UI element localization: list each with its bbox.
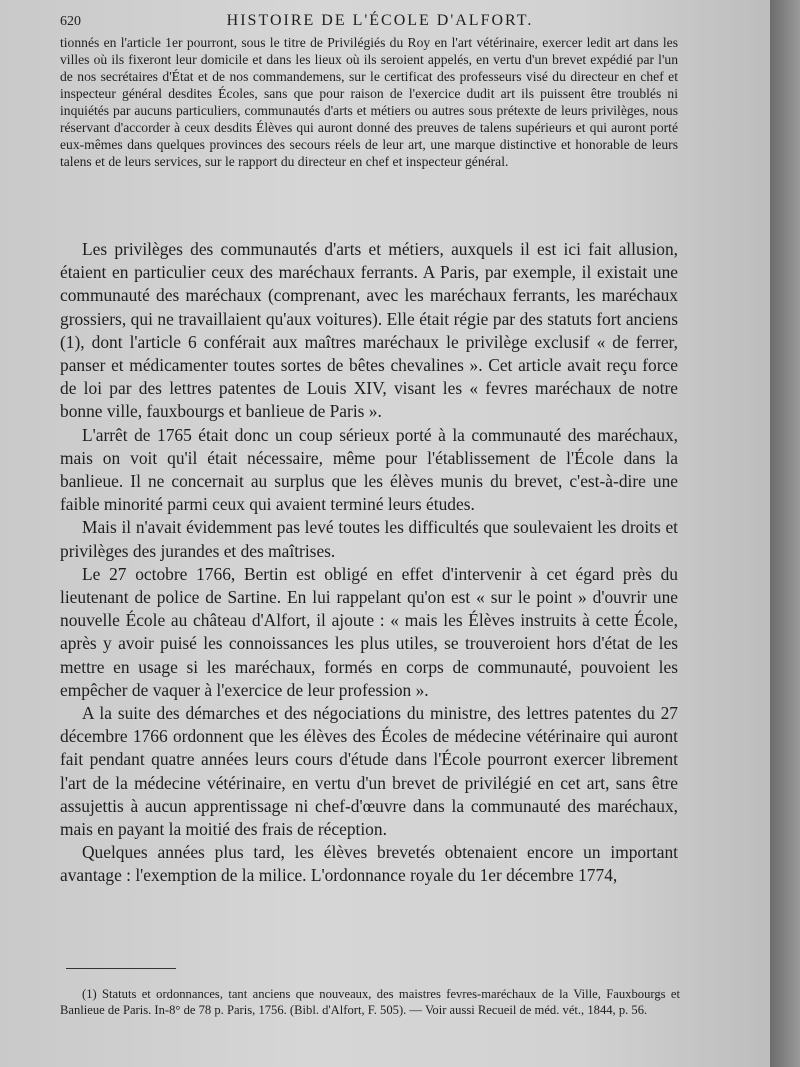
- paragraph-4: Le 27 octobre 1766, Bertin est obligé en effet d'intervenir à cet égard près du lieutenant de police de Sartine. En lui rappelant qu'on est « sur le point » d'ouvrir une nouvelle École au château d'Alfort, il ajoute : « mais les Élèves instruits à cette École, après y avoir puisé les connoissances les plus utiles, se trouveroient hors d'état de les mettre en usage si les maréchaux, formés en corps de communauté, pouvoient les empêcher de vaquer à l'exercice de leur profession ».: [60, 563, 678, 700]
- footnote-text: (1) Statuts et ordonnances, tant anciens que nouveaux, des maistres fevres-maréchaux de la Ville, Fauxbourgs et Banlieue de Paris. In-8° de 78 p. Paris, 1756. (Bibl. d'Alfort, F. 505). — Voir aussi Recueil de méd. vét., 1844, p. 56.: [60, 987, 680, 1017]
- quoted-decree-text: [60, 34, 678, 170]
- footnote: [60, 986, 680, 1018]
- page-number: 620: [60, 14, 81, 29]
- main-text: [60, 238, 678, 888]
- paragraph-2: L'arrêt de 1765 était donc un coup sérieux porté à la communauté des maréchaux, mais on voit qu'il était nécessaire, même pour l'établissement de l'École dans la banlieue. Il ne concernait au surplus que les élèves munis du brevet, c'est-à-dire une faible minorité parmi ceux qui avaient terminé leurs études.: [60, 424, 678, 515]
- paragraph-5: A la suite des démarches et des négociations du ministre, des lettres patentes du 27 décembre 1766 ordonnent que les élèves des Écoles de médecine vétérinaire qui auront fait pendant quatre années leurs cours d'étude dans l'École pourront exercer librement l'art de la médecine vétérinaire, en vertu d'un brevet de privilégié en cet art, sans être assujettis à aucun apprentissage ni chef-d'œuvre dans la communauté des maréchaux, mais en payant la moitié des frais de réception.: [60, 703, 678, 840]
- page-header: [60, 10, 700, 34]
- running-title: HISTOIRE DE L'ÉCOLE D'ALFORT.: [226, 12, 534, 29]
- paragraph-6: Quelques années plus tard, les élèves brevetés obtenaient encore un important avantage : l'exemption de la milice. L'ordonnance royale du 1er décembre 1774,: [60, 842, 678, 886]
- book-gutter-shadow: [770, 0, 800, 1067]
- paragraph-1: Les privilèges des communautés d'arts et métiers, auxquels il est ici fait allusion, étaient en particulier ceux des maréchaux ferrants. A Paris, par exemple, il existait une communauté des maréchaux (comprenant, avec les maréchaux ferrants, les maréchaux grossiers, qui ne travaillaient qu'aux voitures). Elle était régie par des statuts fort anciens (1), dont l'article 6 conférait aux maîtres maréchaux le privilège exclusif « de ferrer, panser et médicamenter toutes sortes de bêtes chevalines ». Cet article avait reçu force de loi par des lettres patentes de Louis XIV, visant les « fevres maréchaux de notre bonne ville, fauxbourgs et banlieue de Paris ».: [60, 239, 678, 422]
- footnote-divider: [66, 968, 176, 969]
- paragraph-3: Mais il n'avait évidemment pas levé toutes les difficultés que soulevaient les droits et privilèges des jurandes et des maîtrises.: [60, 517, 678, 561]
- intro-paragraph: tionnés en l'article 1er pourront, sous le titre de Privilégiés du Roy en l'art vétérinaire, exercer ledit art dans les villes où ils fixeront leur domicile et dans les lieux où ils seroient appelés, en vertu d'un brevet expédié par l'un de nos secrétaires d'État et de nos commandemens, sur le certificat des professeurs visé du directeur en chef et inspecteur général desdites Écoles, sans que pour raison de l'exercice dudit art ils puissent être troublés ni inquiétés par aucuns particuliers, communautés d'arts et métiers ou autres sous prétexte de leurs privilèges, nous réservant d'accorder à ceux desdits Élèves qui auront donné des preuves de talens supérieurs et qui auront porté eux-mêmes dans quelques provinces des secours réels de leur art, une marque distinctive et honorable de leurs talens et de leurs services, sur le rapport du directeur en chef et inspecteur général.: [60, 35, 678, 169]
